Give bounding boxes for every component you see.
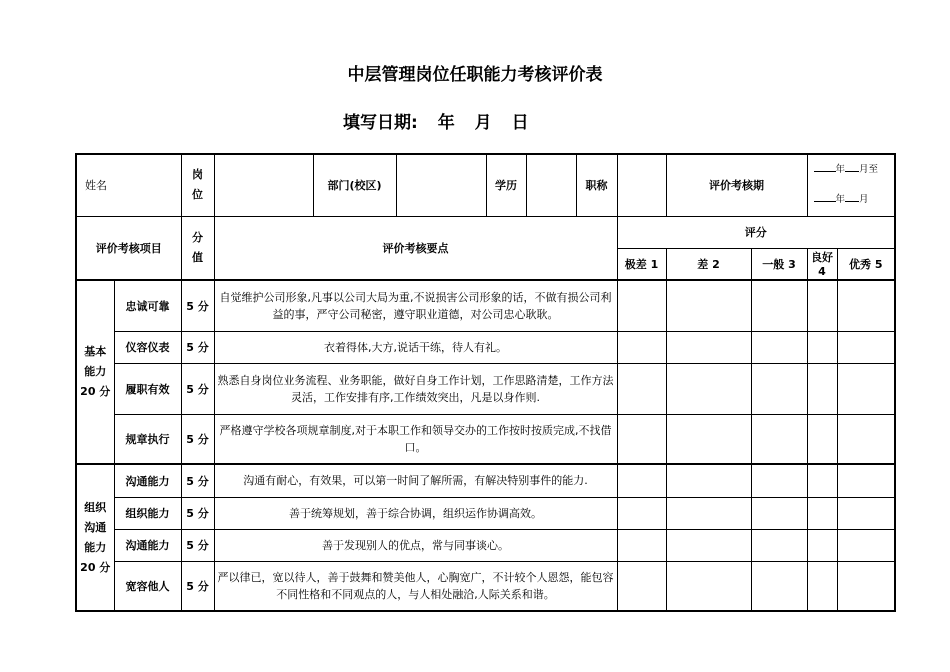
col-points-header: 评价考核要点 xyxy=(214,216,617,280)
rating-cell[interactable] xyxy=(837,414,895,464)
item-name: 履职有效 xyxy=(114,363,181,414)
rating-cell[interactable] xyxy=(617,464,666,497)
fill-date-label: 填写日期: xyxy=(343,113,418,133)
rating-cell[interactable] xyxy=(617,331,666,363)
item-name: 忠诚可靠 xyxy=(114,280,181,331)
table-row xyxy=(76,529,895,561)
rating-cell[interactable] xyxy=(807,497,837,529)
fill-date xyxy=(343,108,543,133)
column-header-row xyxy=(76,216,895,248)
rating-cell[interactable] xyxy=(807,464,837,497)
rating-cell[interactable] xyxy=(666,497,751,529)
item-name: 组织能力 xyxy=(114,497,181,529)
period-line1 xyxy=(814,155,895,185)
post-label-line1: 岗 xyxy=(192,168,203,182)
table-row xyxy=(76,363,895,414)
item-name: 宽容他人 xyxy=(114,561,181,611)
rating-cell[interactable] xyxy=(751,363,807,414)
rating-cell[interactable] xyxy=(837,464,895,497)
table-row xyxy=(76,331,895,363)
item-desc: 衣着得体,大方,说话干练，待人有礼。 xyxy=(214,331,617,363)
rating-cell[interactable] xyxy=(837,497,895,529)
rating-cell[interactable] xyxy=(666,363,751,414)
dept-value[interactable] xyxy=(396,154,486,216)
item-name: 规章执行 xyxy=(114,414,181,464)
rating-cell[interactable] xyxy=(617,497,666,529)
group-label-line: 能力 xyxy=(84,540,107,554)
rating-cell[interactable] xyxy=(617,280,666,331)
level-4: 良好 4 xyxy=(807,248,837,280)
period-value[interactable] xyxy=(807,154,895,216)
edu-value[interactable] xyxy=(526,154,576,216)
group-label-line: 20 分 xyxy=(80,560,111,574)
form-title: 中层管理岗位任职能力考核评价表 xyxy=(347,65,603,85)
group-label-line: 组织 xyxy=(84,500,107,514)
rating-cell[interactable] xyxy=(807,414,837,464)
rating-cell[interactable] xyxy=(666,464,751,497)
edu-label: 学历 xyxy=(486,154,526,216)
group-label-line: 20 分 xyxy=(80,385,111,398)
col-item-header: 评价考核项目 xyxy=(76,216,181,280)
rating-cell[interactable] xyxy=(751,497,807,529)
item-desc: 严格遵守学校各项规章制度,对于本职工作和领导交办的工作按时按质完成,不找借口。 xyxy=(214,414,617,464)
rating-cell[interactable] xyxy=(751,561,807,611)
table-row xyxy=(76,464,895,497)
item-desc: 善于发现别人的优点，常与同事谈心。 xyxy=(214,529,617,561)
level-1: 极差 1 xyxy=(617,248,666,280)
rating-cell[interactable] xyxy=(617,414,666,464)
rating-cell[interactable] xyxy=(751,529,807,561)
item-desc: 严以律已，宽以待人，善于鼓舞和赞美他人，心胸宽广，不计较个人恩怨，能包容不同性格和不同观点的人，与人相处融洽,人际关系和谐。 xyxy=(214,561,617,611)
fill-date-month: 月 xyxy=(474,113,492,133)
rating-cell[interactable] xyxy=(751,280,807,331)
rating-cell[interactable] xyxy=(837,561,895,611)
level-2: 差 2 xyxy=(666,248,751,280)
period-year-end: 年 xyxy=(835,194,846,206)
period-label: 评价考核期 xyxy=(666,154,807,216)
rating-cell[interactable] xyxy=(617,561,666,611)
level-5: 优秀 5 xyxy=(837,248,895,280)
fill-date-day: 日 xyxy=(511,113,529,133)
col-score-header xyxy=(181,216,214,280)
level-3: 一般 3 xyxy=(751,248,807,280)
rating-cell[interactable] xyxy=(837,363,895,414)
item-desc: 自觉维护公司形象,凡事以公司大局为重,不说损害公司形象的话，不做有损公司利益的事，严守公司秘密，遵守职业道德，对公司忠心耿耿。 xyxy=(214,280,617,331)
period-month-end: 月 xyxy=(859,194,869,206)
item-score: 5 分 xyxy=(181,331,214,363)
item-score: 5 分 xyxy=(181,561,214,611)
period-line2 xyxy=(814,185,895,215)
group-label-line: 能力 xyxy=(84,365,107,378)
header-info-row xyxy=(76,154,895,216)
col-rating-header: 评分 xyxy=(617,216,895,248)
rating-cell[interactable] xyxy=(807,363,837,414)
post-label-line2: 位 xyxy=(192,188,203,202)
item-score: 5 分 xyxy=(181,363,214,414)
rating-cell[interactable] xyxy=(751,414,807,464)
name-label: 姓名 xyxy=(76,154,181,216)
group-label-org xyxy=(76,464,114,611)
rating-cell[interactable] xyxy=(837,331,895,363)
rating-cell[interactable] xyxy=(807,280,837,331)
col-score-line1: 分 xyxy=(192,230,203,244)
rating-cell[interactable] xyxy=(807,561,837,611)
title-label: 职称 xyxy=(576,154,617,216)
rating-cell[interactable] xyxy=(617,363,666,414)
period-year-start: 年 xyxy=(835,164,846,176)
rating-cell[interactable] xyxy=(666,529,751,561)
rating-cell[interactable] xyxy=(751,331,807,363)
rating-cell[interactable] xyxy=(666,414,751,464)
col-score-line2: 值 xyxy=(192,250,203,264)
item-score: 5 分 xyxy=(181,280,214,331)
table-row xyxy=(76,280,895,331)
rating-cell[interactable] xyxy=(837,280,895,331)
rating-cell[interactable] xyxy=(751,464,807,497)
rating-cell[interactable] xyxy=(666,280,751,331)
rating-cell[interactable] xyxy=(666,561,751,611)
title-value[interactable] xyxy=(617,154,666,216)
period-month-start: 月至 xyxy=(859,164,879,176)
table-row xyxy=(76,497,895,529)
item-score: 5 分 xyxy=(181,414,214,464)
group-label-line: 基本 xyxy=(84,345,107,358)
post-value[interactable] xyxy=(214,154,313,216)
post-label xyxy=(181,154,214,216)
evaluation-table xyxy=(75,153,896,612)
dept-label: 部门(校区) xyxy=(313,154,396,216)
item-score: 5 分 xyxy=(181,464,214,497)
item-name: 仪容仪表 xyxy=(114,331,181,363)
rating-cell[interactable] xyxy=(666,331,751,363)
table-row xyxy=(76,561,895,611)
rating-cell[interactable] xyxy=(837,529,895,561)
rating-cell[interactable] xyxy=(807,331,837,363)
group-label-basic xyxy=(76,280,114,464)
rating-cell[interactable] xyxy=(807,529,837,561)
rating-cell[interactable] xyxy=(617,529,666,561)
item-desc: 沟通有耐心，有效果，可以第一时间了解所需，有解决特别事件的能力. xyxy=(214,464,617,497)
fill-date-year: 年 xyxy=(437,113,455,133)
item-name: 沟通能力 xyxy=(114,464,181,497)
item-name: 沟通能力 xyxy=(114,529,181,561)
item-desc: 善于统筹规划，善于综合协调，组织运作协调高效。 xyxy=(214,497,617,529)
group-label-line: 沟通 xyxy=(84,520,107,534)
item-score: 5 分 xyxy=(181,529,214,561)
item-score: 5 分 xyxy=(181,497,214,529)
table-row xyxy=(76,414,895,464)
item-desc: 熟悉自身岗位业务流程、业务职能，做好自身工作计划，工作思路清楚，工作方法灵活，工作安排有序,工作绩效突出，凡是以身作则. xyxy=(214,363,617,414)
